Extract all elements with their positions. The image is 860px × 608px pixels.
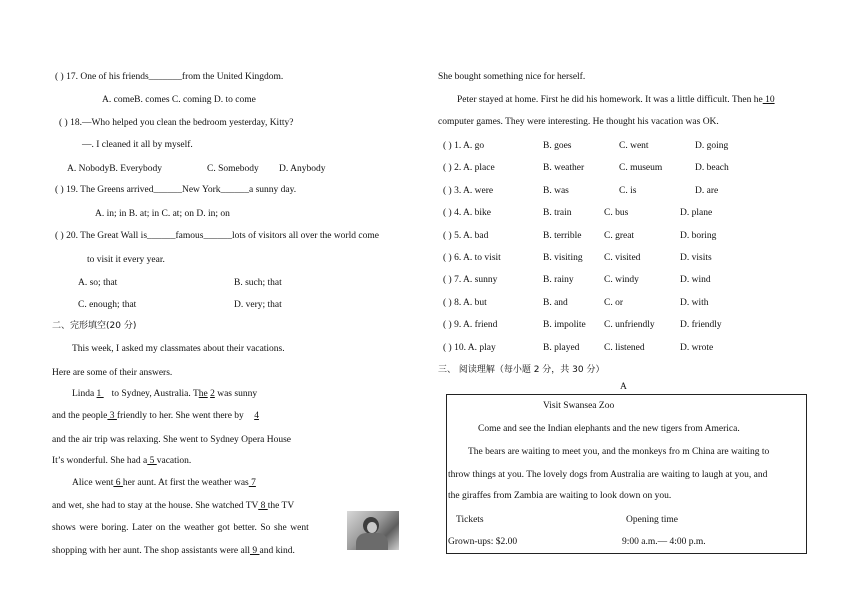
passage-line-air-trip: and the air trip was relaxing. She went to Sydney Opera House <box>52 435 292 445</box>
option-choice-c: C. or <box>604 298 623 308</box>
passage-line-shows: shows were boring. Later on the weather got better. So she went <box>52 523 309 533</box>
option-question-number: ( ) 6. A. to visit <box>443 253 501 263</box>
option-choice-d: D. wind <box>680 275 711 285</box>
blank-10: 10 <box>762 95 775 105</box>
text-fragment: vacation. <box>156 456 192 466</box>
question-20-option-b: B. such; that <box>234 278 282 288</box>
option-question-number: ( ) 2. A. place <box>443 163 495 173</box>
option-choice-b: B. terrible <box>543 231 582 241</box>
option-question-number: ( ) 1. A. go <box>443 141 485 151</box>
option-choice-b: B. was <box>543 186 569 196</box>
passage-line-computer-games: computer games. They were interesting. He thought his vacation was OK. <box>438 117 719 127</box>
question-18-option-d: D. Anybody <box>279 164 326 174</box>
question-19-options: A. in; in B. at; in C. at; on D. in; on <box>95 209 230 219</box>
passage-line-wonderful <box>52 455 191 467</box>
text-fragment: Linda <box>72 389 95 399</box>
option-question-number: ( ) 8. A. but <box>443 298 487 308</box>
question-18-option-c: C. Somebody <box>207 164 259 174</box>
option-choice-d: D. plane <box>680 208 713 218</box>
text-fragment: and wet, she had to stay at the house. She watched TV <box>52 501 259 511</box>
option-choice-d: D. with <box>680 298 709 308</box>
question-19: ( ) 19. The Greens arrived______New York______a sunny day. <box>55 185 297 195</box>
passage-intro-2: Here are some of their answers. <box>52 368 173 378</box>
question-18-option-a-b: A. NobodyB. Everybody <box>67 164 162 174</box>
option-question-number: ( ) 4. A. bike <box>443 208 492 218</box>
text-fragment: the TV <box>267 501 295 511</box>
blank-6: 6 <box>113 478 123 488</box>
option-choice-d: D. are <box>695 186 719 196</box>
zoo-hours: 9:00 a.m.— 4:00 p.m. <box>622 537 706 547</box>
option-question-number: ( ) 9. A. friend <box>443 320 498 330</box>
zoo-line-4: the giraffes from Zambia are waiting to look down on you. <box>448 491 672 501</box>
option-choice-c: C. is <box>619 186 637 196</box>
option-question-number: ( ) 7. A. sunny <box>443 275 498 285</box>
zoo-price: Grown-ups: $2.00 <box>448 537 518 547</box>
question-17: ( ) 17. One of his friends_______from the United Kingdom. <box>55 72 284 82</box>
zoo-opening-label: Opening time <box>626 515 678 525</box>
blank-9: 9 <box>249 546 260 556</box>
text-fragment: friendly to her. She went there by <box>116 411 244 421</box>
photo-body <box>356 533 388 550</box>
text-fragment: shopping with her aunt. The shop assistants were all <box>52 546 250 556</box>
girl-photo <box>347 511 399 550</box>
passage-line-peter <box>457 94 775 106</box>
option-choice-b: B. goes <box>543 141 572 151</box>
text-fragment: to Sydney, Australia. T <box>111 389 199 399</box>
option-choice-b: B. and <box>543 298 568 308</box>
option-question-number: ( ) 3. A. were <box>443 186 494 196</box>
option-choice-b: B. train <box>543 208 572 218</box>
blank-3: 3 <box>107 411 117 421</box>
option-choice-c: C. visited <box>604 253 641 263</box>
option-choice-c: C. windy <box>604 275 639 285</box>
option-question-number: ( ) 10. A. play <box>443 343 496 353</box>
zoo-line-1: Come and see the Indian elephants and the new tigers from America. <box>478 424 740 434</box>
question-20: ( ) 20. The Great Wall is______famous______lots of visitors all over the world come <box>55 231 379 241</box>
option-choice-b: B. impolite <box>543 320 586 330</box>
passage-line-tv <box>52 500 294 512</box>
text-fragment: Peter stayed at home. First he did his homework. It was a little difficult. Then he <box>457 95 763 105</box>
text-fragment: and the people <box>52 411 108 421</box>
option-choice-c: C. great <box>604 231 635 241</box>
passage-line-people <box>52 410 259 422</box>
text-fragment: and kind. <box>259 546 295 556</box>
zoo-title: Visit Swansea Zoo <box>543 401 615 411</box>
section-heading-reading: 三、 阅读理解（每小题 2 分，共 30 分） <box>438 365 605 375</box>
blank-1: 1 <box>96 389 104 399</box>
text-fragment: It’s wonderful. She had a <box>52 456 148 466</box>
option-choice-c: C. bus <box>604 208 629 218</box>
option-choice-c: C. listened <box>604 343 645 353</box>
blank-2: 2 <box>210 389 215 399</box>
text-fragment: was sunny <box>217 389 258 399</box>
passage-intro-1: This week, I asked my classmates about their vacations. <box>72 344 285 354</box>
photo-face <box>367 522 377 533</box>
option-choice-c: C. went <box>619 141 649 151</box>
option-choice-b: B. visiting <box>543 253 583 263</box>
passage-line-linda <box>72 388 257 400</box>
option-choice-c: C. unfriendly <box>604 320 655 330</box>
text-fragment: her aunt. At first the weather was <box>122 478 249 488</box>
option-choice-d: D. beach <box>695 163 729 173</box>
zoo-line-2: The bears are waiting to meet you, and the monkeys fro m China are waiting to <box>468 447 770 457</box>
option-choice-d: D. visits <box>680 253 712 263</box>
option-choice-d: D. boring <box>680 231 717 241</box>
passage-line-bought: She bought something nice for herself. <box>438 72 586 82</box>
text-fragment: he <box>198 389 208 399</box>
question-20-option-c: C. enough; that <box>78 300 137 310</box>
question-17-options: A. comeB. comes C. coming D. to come <box>102 95 256 105</box>
blank-7: 7 <box>248 478 256 488</box>
question-18-reply: —. I cleaned it all by myself. <box>82 140 193 150</box>
blank-4: 4 <box>254 411 259 421</box>
option-question-number: ( ) 5. A. bad <box>443 231 489 241</box>
part-a-label: A <box>620 382 627 392</box>
question-20-option-a: A. so; that <box>78 278 118 288</box>
option-choice-d: D. friendly <box>680 320 722 330</box>
zoo-line-3: throw things at you. The lovely dogs from Australia are waiting to laugh at you, and <box>448 470 768 480</box>
blank-5: 5 <box>147 456 157 466</box>
question-20-option-d: D. very; that <box>234 300 282 310</box>
blank-8: 8 <box>258 501 268 511</box>
passage-line-alice <box>72 477 256 489</box>
option-choice-c: C. museum <box>619 163 663 173</box>
section-heading-cloze: 二、完形填空(20 分) <box>52 321 137 331</box>
passage-line-shopping <box>52 545 295 557</box>
option-choice-b: B. played <box>543 343 580 353</box>
option-choice-d: D. wrote <box>680 343 714 353</box>
zoo-tickets-label: Tickets <box>456 515 484 525</box>
text-fragment: Alice went <box>72 478 114 488</box>
question-20-continuation: to visit it every year. <box>87 255 165 265</box>
option-choice-d: D. going <box>695 141 729 151</box>
option-choice-b: B. weather <box>543 163 585 173</box>
option-choice-b: B. rainy <box>543 275 574 285</box>
question-18: ( ) 18.—Who helped you clean the bedroom yesterday, Kitty? <box>59 118 294 128</box>
